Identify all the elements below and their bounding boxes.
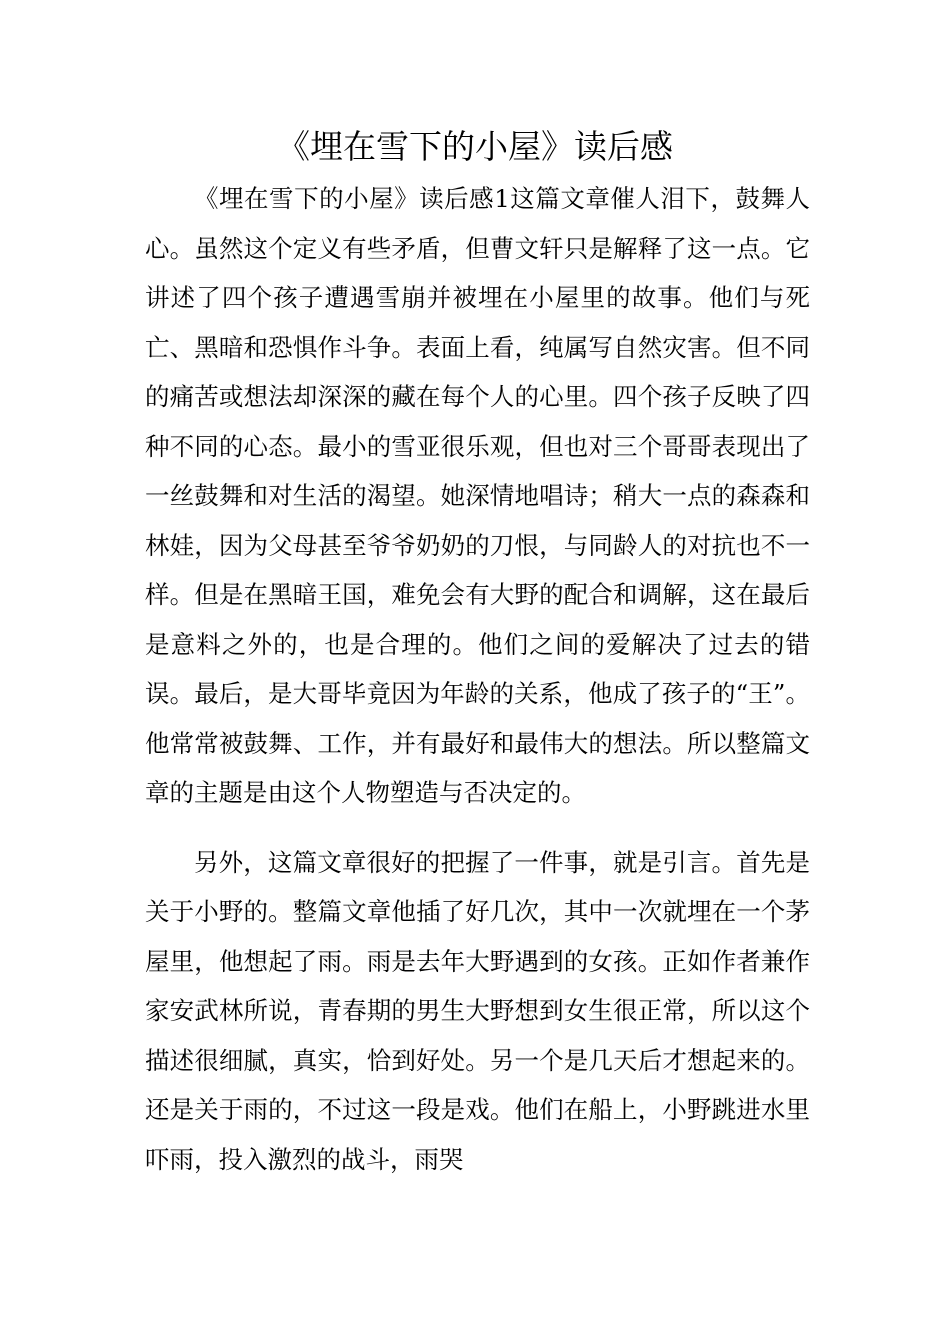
document-body xyxy=(145,174,810,1184)
document-title: 《埋在雪下的小屋》读后感 xyxy=(277,127,673,166)
paragraph-gap xyxy=(145,818,810,838)
paragraph-1: 《埋在雪下的小屋》读后感1这篇文章催人泪下，鼓舞人心。虽然这个定义有些矛盾，但曹文轩只是解释了这一点。它讲述了四个孩子遭遇雪崩并被埋在小屋里的故事。他们与死亡、黑暗和恐惧作斗争。表面上看，纯属写自然灾害。但不同的痛苦或想法却深深的藏在每个人的心里。四个孩子反映了四种不同的心态。最小的雪亚很乐观，但也对三个哥哥表现出了一丝鼓舞和对生活的渴望。她深情地唱诗；稍大一点的森森和林娃，因为父母甚至爷爷奶奶的刀恨，与同龄人的对抗也不一样。但是在黑暗王国，难免会有大野的配合和调解，这在最后是意料之外的，也是合理的。他们之间的爱解决了过去的错误。最后，是大哥毕竟因为年龄的关系，他成了孩子的“王”。他常常被鼓舞、工作，并有最好和最伟大的想法。所以整篇文章的主题是由这个人物塑造与否决定的。 xyxy=(145,184,810,807)
paragraph-2: 另外，这篇文章很好的把握了一件事，就是引言。首先是关于小野的。整篇文章他插了好几次，其中一次就埋在一个茅屋里，他想起了雨。雨是去年大野遇到的女孩。正如作者兼作家安武林所说，青春期的男生大野想到女生很正常，所以这个描述很细腻，真实，恰到好处。另一个是几天后才想起来的。还是关于雨的，不过这一段是戏。他们在船上，小野跳进水里吓雨，投入激烈的战斗，雨哭 xyxy=(145,847,810,1174)
